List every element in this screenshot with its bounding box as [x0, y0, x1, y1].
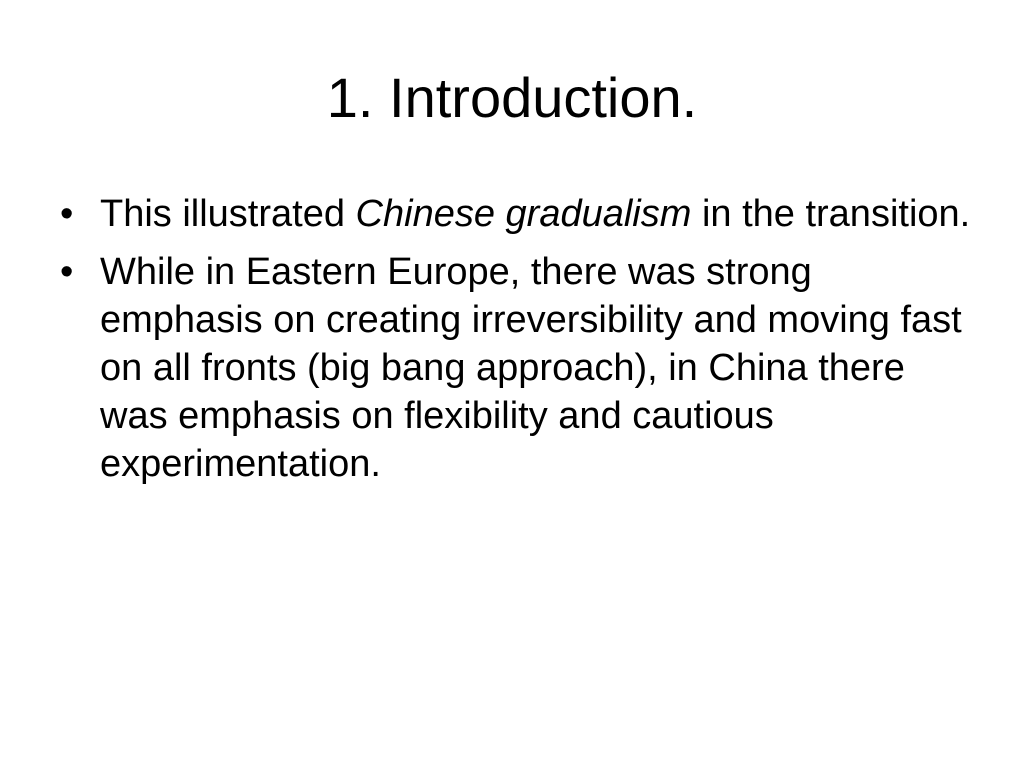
bullet-list — [58, 190, 978, 498]
bullet-text-tail: in the transition. — [691, 193, 971, 235]
bullet-item-comparison — [58, 248, 978, 488]
bullet-item-gradualism — [58, 190, 978, 238]
bullet-text-lead: This illustrated — [100, 193, 356, 235]
slide-title: 1. Introduction. — [326, 66, 698, 129]
bullet-emphasis: Chinese gradualism — [355, 193, 692, 235]
bullet-text: While in Eastern Europe, there was strong emphasis on creating irreversibility and moving fast on all fronts (big bang approach), in China there was emphasis on flexibility and cautious experimentation. — [100, 251, 962, 485]
bullet-icon: • — [60, 193, 74, 235]
bullet-icon: • — [60, 251, 74, 293]
